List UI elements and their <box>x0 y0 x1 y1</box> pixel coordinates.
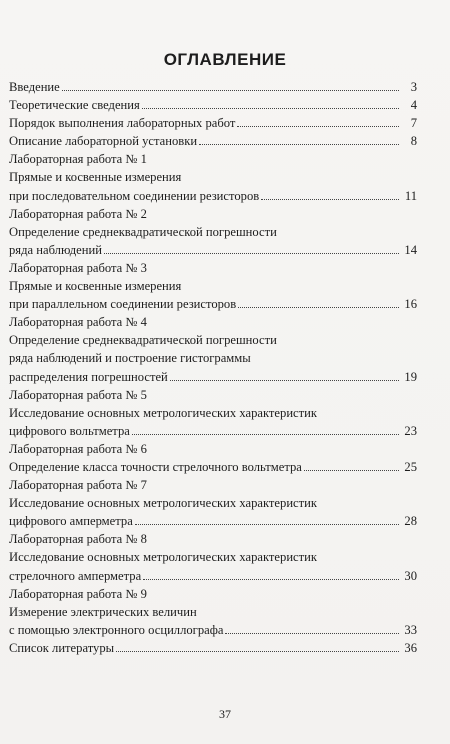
toc-entry-leader-line <box>9 512 417 530</box>
toc-entry-leader-line <box>9 132 417 150</box>
toc-entry-title: при последовательном соединении резисторов <box>9 188 260 203</box>
toc-entry <box>9 440 417 476</box>
toc-entry-line: Исследование основных метрологических характеристик <box>9 496 318 511</box>
toc-entry-line: Прямые и косвенные измерения <box>9 170 182 185</box>
toc-entry-line: Исследование основных метрологических характеристик <box>9 550 318 565</box>
toc-entry-leader-line <box>9 96 417 114</box>
toc-entry-line: Лабораторная работа № 3 <box>9 260 147 275</box>
dot-leader <box>142 98 399 109</box>
toc-entry <box>9 205 417 259</box>
toc-entry-line: Лабораторная работа № 2 <box>9 206 147 221</box>
toc-entry-page-number: 4 <box>410 98 417 113</box>
toc-entry-page-number: 30 <box>404 568 417 583</box>
toc-entry <box>9 585 417 639</box>
toc-entry-leader-line <box>9 114 417 132</box>
toc-entry-page-number: 16 <box>404 297 417 312</box>
toc-entry-line: Лабораторная работа № 8 <box>9 532 147 547</box>
toc-entry-page-number: 23 <box>404 423 417 438</box>
toc-entry-line: Определение среднеквадратической погрешности <box>9 224 277 239</box>
toc-entry-page-number: 14 <box>404 242 417 257</box>
toc-entry-line: Лабораторная работа № 4 <box>9 315 147 330</box>
toc-entry-title: Список литературы <box>9 640 115 655</box>
toc-entry-title: Описание лабораторной установки <box>9 134 198 149</box>
toc-entry <box>9 476 417 530</box>
toc-entry-page-number: 7 <box>410 116 417 131</box>
table-of-contents <box>9 78 417 657</box>
toc-entry-title: при параллельном соединении резисторов <box>9 297 237 312</box>
toc-entry-line: Лабораторная работа № 5 <box>9 387 147 402</box>
toc-entry-line: Определение среднеквадратической погрешности <box>9 333 277 348</box>
toc-entry <box>9 639 417 657</box>
toc-entry-line: Измерение электрических величин <box>9 604 197 619</box>
toc-entry-leader-line <box>9 187 417 205</box>
toc-entry-leader-line <box>9 241 417 259</box>
toc-entry-page-number: 28 <box>404 514 417 529</box>
dot-leader <box>116 641 399 652</box>
toc-entry-title: Порядок выполнения лабораторных работ <box>9 116 236 131</box>
dot-leader <box>225 623 399 634</box>
toc-entry-leader-line <box>9 295 417 313</box>
toc-entry-leader-line <box>9 621 417 639</box>
toc-entry-line: Лабораторная работа № 1 <box>9 152 147 167</box>
dot-leader <box>238 297 399 308</box>
dot-leader <box>143 569 399 580</box>
page-number: 37 <box>219 707 231 721</box>
toc-entry-line: Лабораторная работа № 7 <box>9 478 147 493</box>
dot-leader <box>304 460 399 471</box>
toc-entry-leader-line <box>9 78 417 96</box>
toc-entry-title: распределения погрешностей <box>9 369 168 384</box>
toc-entry-leader-line <box>9 567 417 585</box>
dot-leader <box>237 116 399 127</box>
dot-leader <box>62 80 399 91</box>
toc-entry-title: с помощью электронного осциллографа <box>9 622 224 637</box>
toc-entry-title: стрелочного амперметра <box>9 568 142 583</box>
dot-leader <box>104 243 399 254</box>
toc-entry-title: цифрового амперметра <box>9 514 133 529</box>
toc-entry <box>9 96 417 114</box>
toc-entry-line: Лабораторная работа № 6 <box>9 441 147 456</box>
toc-entry-line: Прямые и косвенные измерения <box>9 279 182 294</box>
toc-entry <box>9 386 417 440</box>
toc-entry-line: ряда наблюдений и построение гистограммы <box>9 351 251 366</box>
dot-leader <box>170 370 399 381</box>
dot-leader <box>132 424 399 435</box>
toc-entry-leader-line <box>9 422 417 440</box>
toc-entry <box>9 150 417 204</box>
toc-entry-page-number: 11 <box>404 188 417 203</box>
toc-entry-title: ряда наблюдений <box>9 242 102 257</box>
toc-entry-leader-line <box>9 458 417 476</box>
toc-entry-line: Лабораторная работа № 9 <box>9 586 147 601</box>
toc-entry <box>9 132 417 150</box>
toc-entry <box>9 114 417 132</box>
toc-entry-page-number: 36 <box>404 640 417 655</box>
toc-entry-title: Определение класса точности стрелочного вольтметра <box>9 459 302 474</box>
toc-entry-page-number: 8 <box>410 134 417 149</box>
toc-entry <box>9 78 417 96</box>
toc-entry-leader-line <box>9 639 417 657</box>
toc-entry-title: Введение <box>9 80 60 94</box>
toc-entry <box>9 313 417 385</box>
toc-entry <box>9 259 417 313</box>
dot-leader <box>199 134 399 145</box>
page-title: ОГЛАВЛЕНИЕ <box>163 50 287 69</box>
toc-entry-line: Исследование основных метрологических характеристик <box>9 405 318 420</box>
toc-entry-page-number: 19 <box>404 369 417 384</box>
dot-leader <box>135 514 399 525</box>
toc-entry <box>9 530 417 584</box>
toc-entry-page-number: 25 <box>404 459 417 474</box>
toc-entry-page-number: 3 <box>410 80 417 94</box>
toc-entry-title: цифрового вольтметра <box>9 423 130 438</box>
toc-entry-leader-line <box>9 368 417 386</box>
toc-entry-title: Теоретические сведения <box>9 98 140 113</box>
toc-entry-page-number: 33 <box>404 622 417 637</box>
dot-leader <box>261 189 399 200</box>
